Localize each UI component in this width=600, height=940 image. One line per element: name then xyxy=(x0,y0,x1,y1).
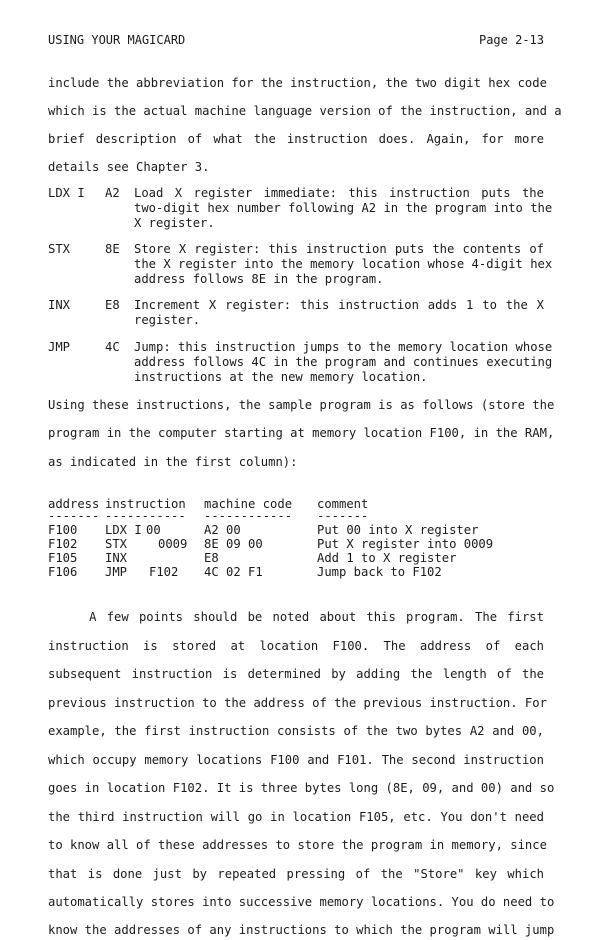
definition-line: Load X register immediate: this instruction puts the xyxy=(134,186,544,200)
definition-opcode: 8E xyxy=(105,242,120,256)
notes-line: know the addresses of any instructions to which the program will jump xyxy=(48,923,555,937)
cell-address: F102 xyxy=(48,537,78,551)
cell-machine-code: A2 00 xyxy=(204,523,241,537)
notes-line: example, the first instruction consists of the two bytes A2 and 00, xyxy=(48,724,544,738)
cell-mnemonic: STX xyxy=(105,537,128,551)
cell-operand: F102 xyxy=(149,565,179,579)
underline-dashes: ------- xyxy=(48,509,100,523)
underline-dashes: ------- xyxy=(317,509,369,523)
notes-line: to know all of these addresses to store the program in memory, since xyxy=(48,838,547,852)
definition-line: register. xyxy=(134,313,201,327)
program-intro-line: program in the computer starting at memory location F100, in the RAM, xyxy=(48,426,555,440)
table-row xyxy=(48,551,544,565)
notes-line: previous instruction to the address of the previous instruction. For xyxy=(48,696,547,710)
cell-address: F105 xyxy=(48,551,78,565)
notes-line: instruction is stored at location F100. The address of each xyxy=(48,639,544,653)
notes-line: automatically stores into successive memory locations. You do need to xyxy=(48,895,555,909)
notes-line: goes in location F102. It is three bytes long (8E, 09, and 00) and so xyxy=(48,781,555,795)
definition-line: address follows 8E in the program. xyxy=(134,272,384,286)
cell-mnemonic: LDX I xyxy=(105,523,142,537)
definition-description xyxy=(134,186,553,231)
definition-mnemonic: LDX I xyxy=(48,186,85,200)
definition-opcode: A2 xyxy=(105,186,120,200)
definition-opcode: 4C xyxy=(105,340,120,354)
intro-line: which is the actual machine language version of the instruction, and a xyxy=(48,104,562,118)
definition-line: address follows 4C in the program and continues executing xyxy=(134,355,553,369)
cell-address: F100 xyxy=(48,523,78,537)
definition-mnemonic: INX xyxy=(48,298,71,312)
intro-line: brief description of what the instruction does. Again, for more xyxy=(48,132,544,146)
cell-operand: 0009 xyxy=(158,537,188,551)
underline-dashes: ------------ xyxy=(204,509,293,523)
table-row xyxy=(48,523,544,537)
definition-description xyxy=(134,242,553,287)
cell-machine-code: 4C 02 F1 xyxy=(204,565,263,579)
page-number: Page 2-13 xyxy=(478,33,544,47)
table-row xyxy=(48,565,544,579)
intro-line: details see Chapter 3. xyxy=(48,160,210,174)
notes-line: which occupy memory locations F100 and F101. The second instruction xyxy=(48,753,544,767)
definition-description xyxy=(134,298,544,328)
definition-opcode: E8 xyxy=(105,298,120,312)
cell-comment: Put X register into 0009 xyxy=(317,537,494,551)
definition-line: Jump: this instruction jumps to the memory location whose xyxy=(134,340,553,354)
cell-machine-code: 8E 09 00 xyxy=(204,537,263,551)
cell-comment: Jump back to F102 xyxy=(317,565,442,579)
notes-line: that is done just by repeated pressing of the "Store" key which xyxy=(48,867,544,881)
cell-mnemonic: JMP xyxy=(105,565,128,579)
cell-mnemonic: INX xyxy=(105,551,128,565)
header-instruction: instruction xyxy=(105,497,186,511)
running-title: USING YOUR MAGICARD xyxy=(48,33,186,47)
definition-line: instructions at the new memory location. xyxy=(134,370,428,384)
header-address: address xyxy=(48,497,100,511)
notes-line: subsequent instruction is determined by adding the length of the xyxy=(48,667,544,681)
program-intro-line: as indicated in the first column): xyxy=(48,455,298,469)
definition-description xyxy=(134,340,553,385)
listing-underline xyxy=(48,511,544,523)
definition-line: two-digit hex number following A2 in the program into the xyxy=(134,201,553,215)
cell-comment: Add 1 to X register xyxy=(317,551,457,565)
definition-line: Increment X register: this instruction adds 1 to the X xyxy=(134,298,544,312)
table-row xyxy=(48,537,544,551)
definition-line: Store X register: this instruction puts the contents of xyxy=(134,242,544,256)
definition-mnemonic: JMP xyxy=(48,340,71,354)
notes-line: A few points should be noted about this program. The first xyxy=(48,610,544,624)
cell-operand: 00 xyxy=(146,523,161,537)
definition-mnemonic: STX xyxy=(48,242,71,256)
page-header xyxy=(48,33,544,49)
header-machine-code: machine code xyxy=(204,497,293,511)
program-listing xyxy=(48,497,544,579)
intro-line: include the abbreviation for the instruction, the two digit hex code xyxy=(48,76,547,90)
definition-line: the X register into the memory location whose 4-digit hex xyxy=(134,257,553,271)
cell-machine-code: E8 xyxy=(204,551,219,565)
notes-line: the third instruction will go in location F105, etc. You don't need xyxy=(48,810,544,824)
program-intro-line: Using these instructions, the sample program is as follows (store the xyxy=(48,398,555,412)
header-comment: comment xyxy=(317,497,369,511)
definition-line: X register. xyxy=(134,216,215,230)
cell-address: F106 xyxy=(48,565,78,579)
underline-dashes: ----------- xyxy=(105,509,186,523)
cell-comment: Put 00 into X register xyxy=(317,523,479,537)
